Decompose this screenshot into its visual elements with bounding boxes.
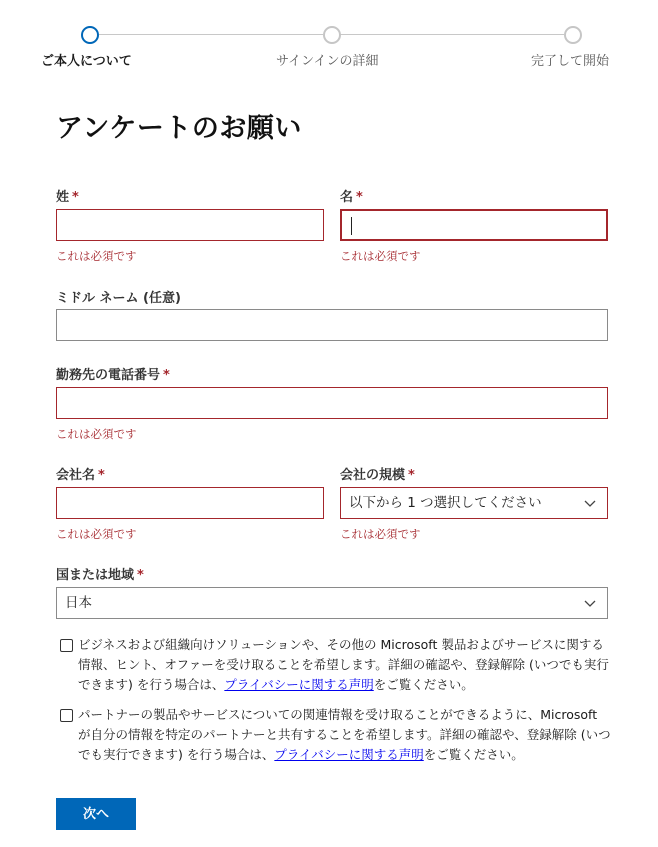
- middle-name-label: ミドル ネーム (任意): [56, 291, 181, 306]
- required-mark: *: [98, 468, 105, 483]
- chevron-down-icon: [583, 496, 597, 510]
- middle-name-input[interactable]: [56, 309, 608, 341]
- last-name-label-text: 姓: [56, 190, 70, 205]
- partner-consent-text: [78, 705, 613, 765]
- privacy-statement-link[interactable]: プライバシーに関する声明: [224, 677, 374, 692]
- work-phone-label: [56, 364, 170, 383]
- last-name-error: これは必須です: [56, 249, 137, 263]
- progress-stepper: [0, 26, 658, 72]
- company-name-label: [56, 464, 105, 483]
- step-2-indicator: [323, 26, 341, 44]
- microsoft-consent-text-after: をご覧ください。: [373, 677, 474, 692]
- stepper-line: [99, 34, 323, 35]
- chevron-down-icon: [583, 596, 597, 610]
- stepper-line: [340, 34, 564, 35]
- company-name-error: これは必須です: [56, 527, 137, 541]
- company-size-select[interactable]: [340, 487, 608, 519]
- country-label-text: 国または地域: [56, 568, 135, 583]
- step-1-indicator: [81, 26, 99, 44]
- country-label: [56, 564, 144, 583]
- required-mark: *: [408, 468, 415, 483]
- privacy-statement-link[interactable]: プライバシーに関する声明: [274, 747, 424, 762]
- microsoft-consent-checkbox[interactable]: [60, 639, 73, 652]
- partner-consent-text-after: をご覧ください。: [423, 747, 524, 762]
- step-1-label: ご本人について: [41, 54, 132, 69]
- page-title: アンケートのお願い: [56, 113, 302, 144]
- first-name-input[interactable]: [340, 209, 608, 241]
- last-name-label: [56, 186, 79, 205]
- partner-consent-checkbox[interactable]: [60, 709, 73, 722]
- required-mark: *: [163, 368, 170, 383]
- partner-consent-text-before: パートナーの製品やサービスについての関連情報を受け取ることができるように、Microsoft が自分の情報を特定のパートナーと共有することを希望します。詳細の確認や、登録解除 (いつでも実行できます) を行う場合は、: [78, 707, 611, 762]
- next-button[interactable]: 次へ: [56, 798, 136, 830]
- microsoft-consent-text-before: ビジネスおよび組織向けソリューションや、その他の Microsoft 製品およびサービスに関する情報、ヒント、オファーを受け取ることを希望します。詳細の確認や、登録解除 (いつでも実行できます) を行う場合は、: [78, 637, 609, 692]
- required-mark: *: [356, 190, 363, 205]
- work-phone-label-text: 勤務先の電話番号: [56, 368, 161, 383]
- company-size-label-text: 会社の規模: [340, 468, 406, 483]
- company-size-error: これは必須です: [340, 527, 421, 541]
- country-select[interactable]: [56, 587, 608, 619]
- company-name-input[interactable]: [56, 487, 324, 519]
- company-name-label-text: 会社名: [56, 468, 96, 483]
- required-mark: *: [137, 568, 144, 583]
- last-name-input[interactable]: [56, 209, 324, 241]
- step-3-label: 完了して開始: [531, 54, 610, 69]
- country-selected: 日本: [65, 595, 92, 611]
- work-phone-input[interactable]: [56, 387, 608, 419]
- company-size-selected: 以下から 1 つ選択してください: [349, 495, 542, 511]
- first-name-label: [340, 186, 363, 205]
- step-3-indicator: [564, 26, 582, 44]
- company-size-label: [340, 464, 415, 483]
- step-2-label: サインインの詳細: [276, 54, 379, 69]
- required-mark: *: [72, 190, 79, 205]
- work-phone-error: これは必須です: [56, 427, 137, 441]
- first-name-label-text: 名: [340, 190, 354, 205]
- first-name-error: これは必須です: [340, 249, 421, 263]
- microsoft-consent-text: [78, 635, 613, 695]
- text-caret: [351, 217, 352, 235]
